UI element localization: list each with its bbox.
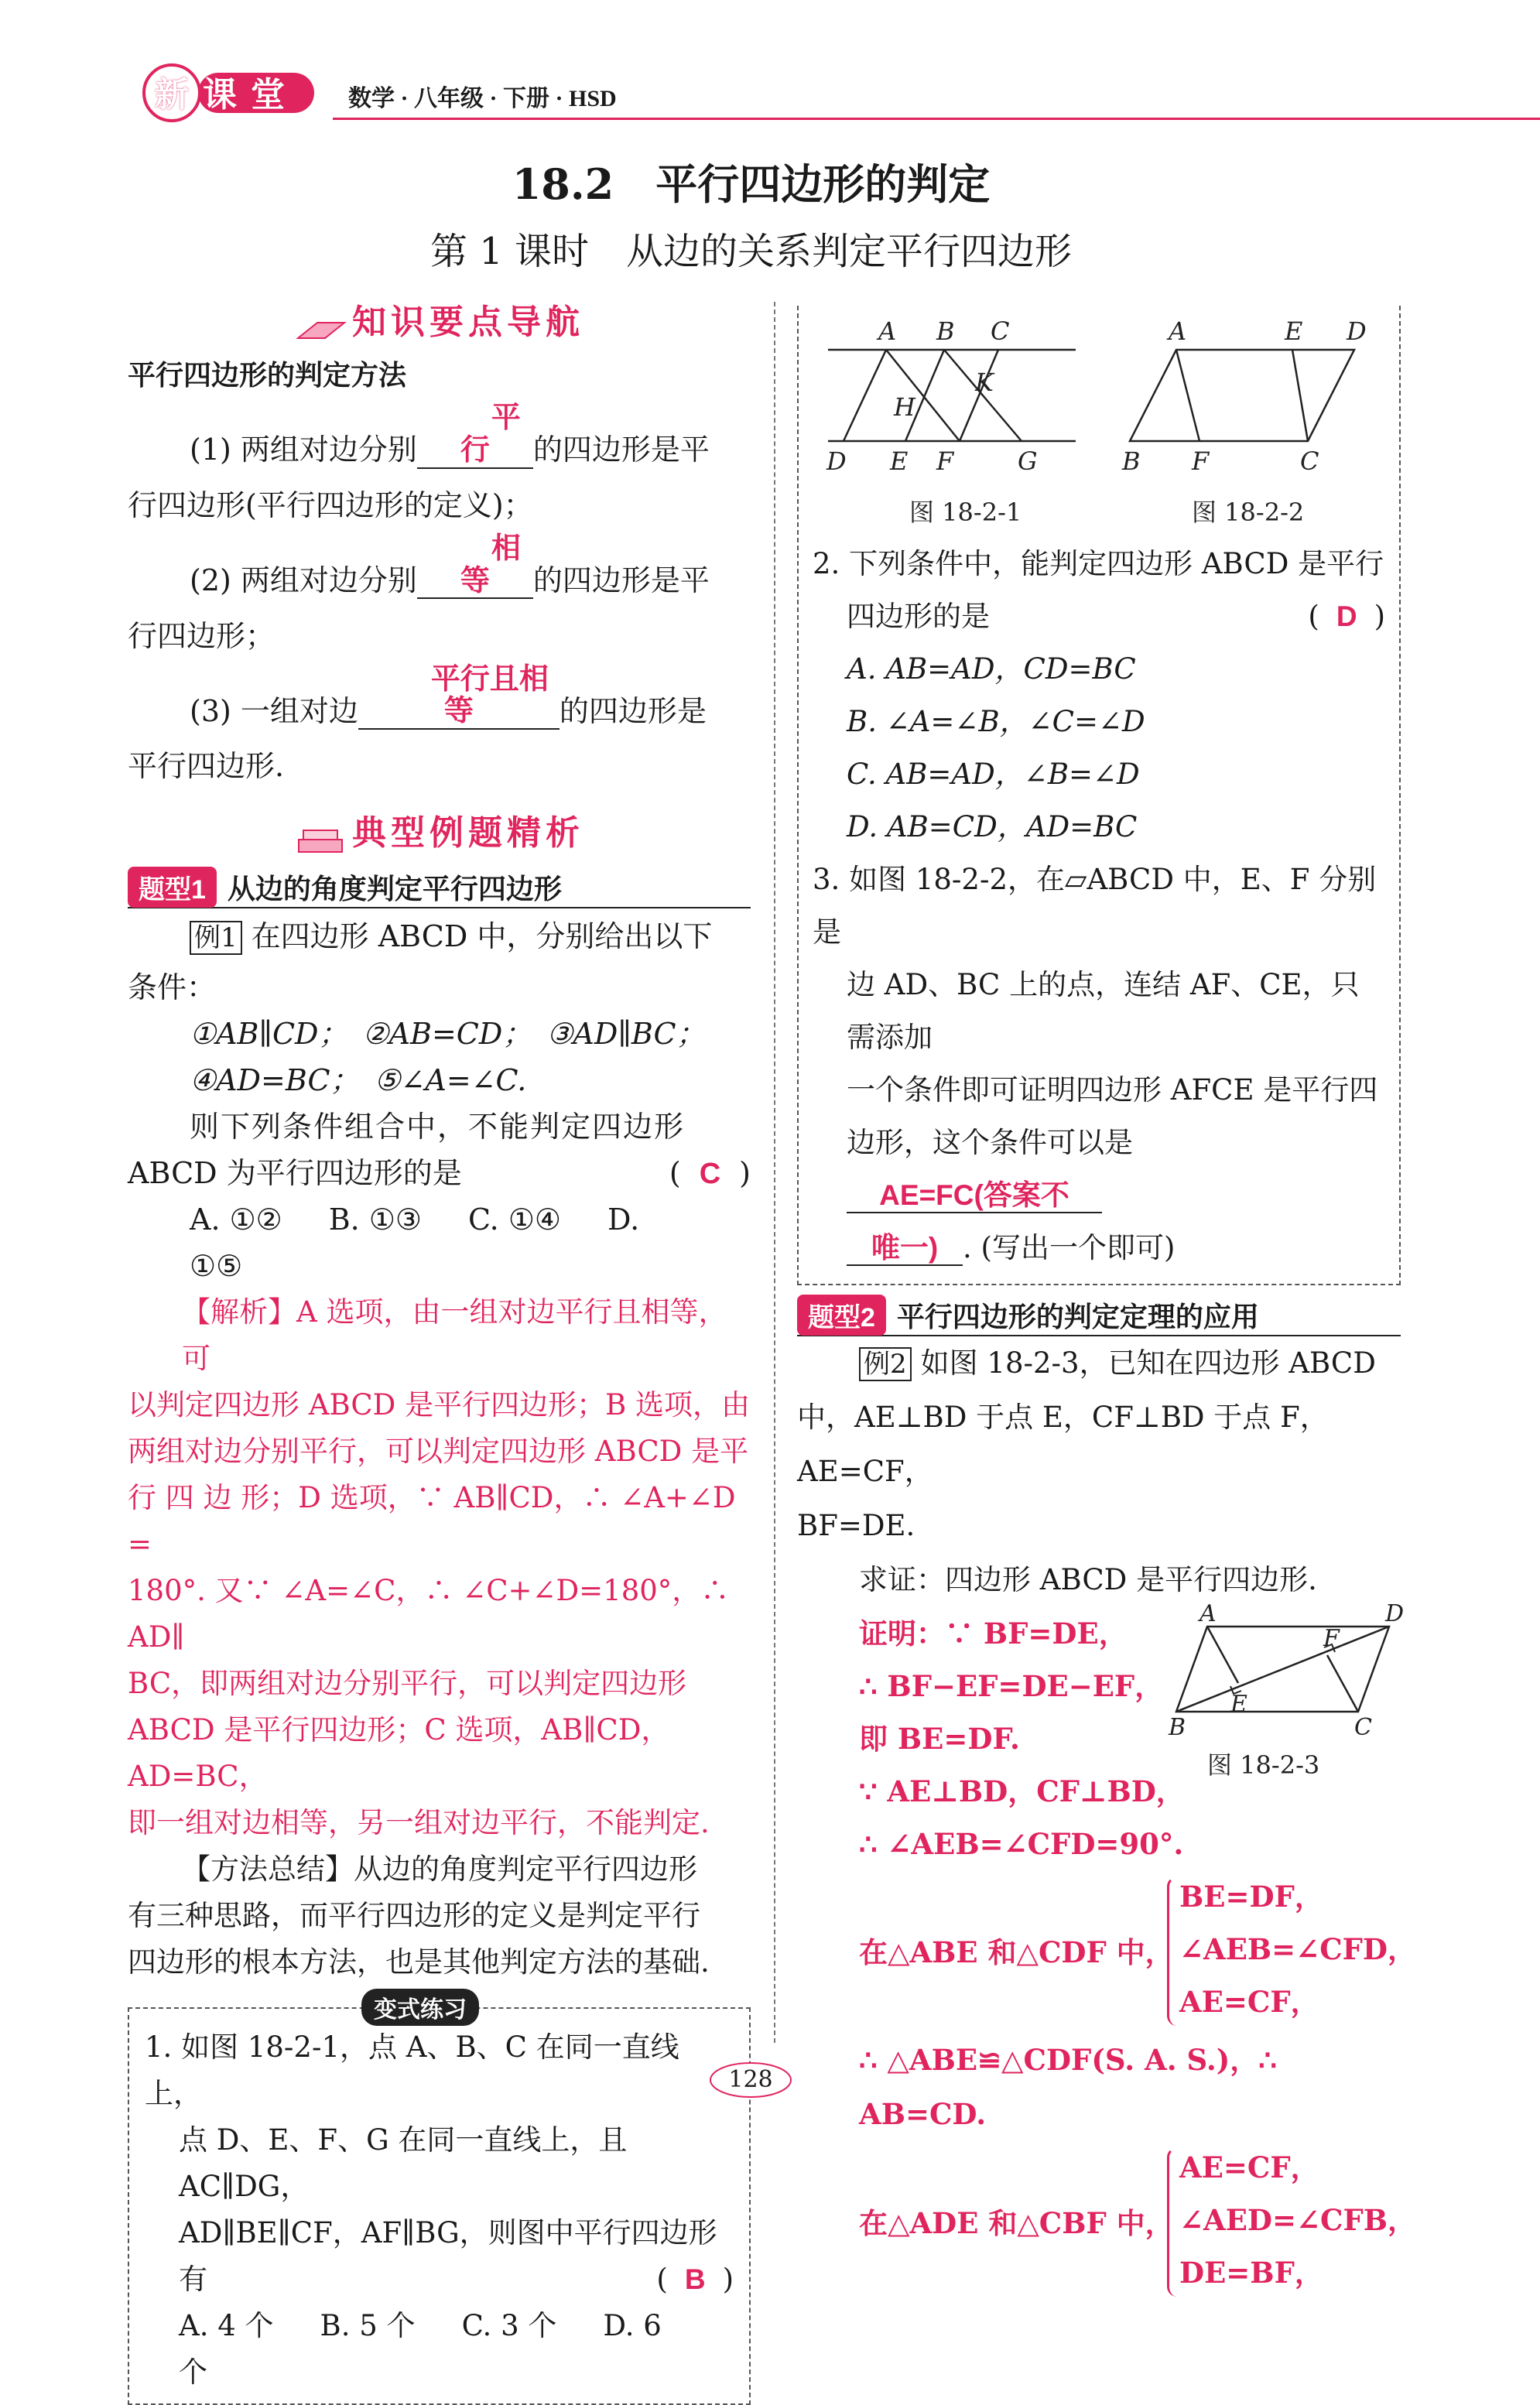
fig3-label-A: A [1199, 1600, 1217, 1627]
knowledge-item-2-cont: 行四边形； [128, 618, 275, 653]
fig2-label-E: E [1285, 316, 1303, 346]
fig2-label-A: A [1169, 316, 1187, 346]
knowledge-heading: 知识要点导航 [128, 294, 751, 348]
answer-blank-2: 相等 [417, 533, 533, 600]
system-2: 在△ADE 和△CBF 中， AE=CF， ∠AED=∠CFB， DE=BF， [797, 2141, 1401, 2304]
type2-header: 题型2 平行四边形的判定定理的应用 [797, 1295, 1401, 1336]
answer-blank-1: 平行 [417, 402, 533, 469]
q1-answer: B [684, 2263, 706, 2296]
fig3-caption: 图 18-2-3 [1207, 1750, 1320, 1780]
type1-header: 题型1 从边的角度判定平行四边形 [128, 867, 751, 908]
fig1-label-K: K [975, 368, 994, 397]
conclusion-1: ∴ △ABE≌△CDF(S. A. S.)，∴ AB=CD. [859, 2043, 1277, 2131]
header-rule [333, 118, 1540, 120]
book-icon [294, 315, 348, 346]
logo-text: 新课堂 [155, 76, 299, 114]
figure-18-2-3 [1169, 1600, 1405, 1785]
q3-answer-part1: AE=FC(答案不 [847, 1180, 1102, 1213]
fig2-label-C: C [1300, 446, 1319, 476]
column-divider [774, 302, 775, 2043]
fig3-label-F: F [1323, 1625, 1340, 1652]
brace-1 [1167, 1876, 1177, 2026]
fig2-label-D: D [1347, 316, 1367, 346]
fig3-label-C: C [1354, 1714, 1372, 1741]
practice-q3: 3. 如图 18-2-2，在▱ABCD 中，E、F 分别是 边 AD、BC 上的点，连结 AF、CE，只需添加 一个条件即可证明四边形 AFCE 是平行四 边形，这个条件可以是AE=FC(答案不 唯一) . (写出一个即可) [813, 863, 1378, 1264]
logo [124, 62, 325, 124]
fig2-caption: 图 18-2-2 [1192, 498, 1305, 527]
fig1-label-G: G [1018, 446, 1038, 476]
fig1-label-A: A [878, 316, 897, 346]
knowledge-item-1-cont: 行四边形(平行四边形的定义)； [128, 488, 533, 522]
book-info: 数学 · 八年级 · 下册 · HSD [348, 86, 617, 111]
right-column [797, 306, 1416, 2290]
fig1-label-F: F [936, 446, 954, 476]
knowledge-item-3-cont: 平行四边形. [128, 749, 285, 784]
figures-row [813, 313, 1385, 538]
q3-answer-part2: 唯一) [847, 1233, 963, 1266]
fig2-label-F: F [1192, 446, 1210, 476]
knowledge-item-3: (3) 一组对边平行且相等 的四边形是 [128, 664, 751, 739]
method-summary: 【方法总结】从边的角度判定平行四边形 有三种思路，而平行四边形的定义是判定平行 四边形的根本方法，也是其他判定方法的基础. [128, 1852, 710, 1979]
example1-stem: 例1 在四边形 ABCD 中，分别给出以下 [128, 908, 751, 964]
brace-2 [1167, 2147, 1177, 2297]
system-1: 在△ABE 和△CDF 中， BE=DF， ∠AEB=∠CFD， AE=CF， [797, 1870, 1401, 2033]
left-column: 知识要点导航 平行四边形的判定方法 (1) 两组对边分别平行 的四边形是平 行四边形(平行四边形的定义)； (2) 两组对边分别相等 的四边形是平 行四边形； (3) 一组对边平行且相等 的四边形是 平行四边形. 典型例题精析 题型1 从边的角度判定平行四边形 例1 在四边形 ABCD 中，分别给出以下 条件： ①AB∥CD； ②AB=CD； ③AD∥BC； ④AD=BC； ⑤∠A=∠C. 则下列条件组合中，不能判定四边形 ABCD 为平行四边形的是 ( C ) A. ①② B. ①③ C. ①④ D. ①⑤ 【解析】A 选项，由一组对边平行且相等，可 以判定四边形 ABCD 是平行四边形；B 选项，由 两组对边分别平行，可以判定四边形 ABCD 是平 行 四 边 形；D 选项，∵ AB∥CD，∴ ∠A+∠D = 180°. 又∵ ∠A=∠C，∴ ∠C+∠D=180°，∴ AD∥ BC，即两组对边分别平行，可以判定四边形 ABCD 是平行四边形；C 选项，AB∥CD，AD=BC， 即一组对边相等，另一组对边平行，不能判定. 【方法总结】从边的角度判定平行四边形 有三种思路，而平行四边形的定义是判定平行 四边形的根本方法，也是其他判定方法的基础. 变式练习 1. 如图 18-2-1，点 A、B、C 在同一直线上， 点 D、E、F、G 在同一直线上，且 AC∥DG， AD∥BE∥CF，AF∥BG，则图中平行四边形 有 ( B ) A. 4 个 B. 5 个 C. 3 个 D. 6 个 [128, 294, 751, 2405]
header [124, 62, 1424, 132]
fig2-lines [1130, 350, 1354, 441]
q1-options: A. 4 个 B. 5 个 C. 3 个 D. 6 个 [179, 2309, 662, 2390]
fig1-label-E: E [890, 446, 909, 476]
example1-options: A. ①② B. ①③ C. ①④ D. ①⑤ [190, 1202, 640, 1284]
fig3-label-B: B [1169, 1714, 1186, 1741]
page-number: 128 [704, 2058, 797, 2102]
example1-answer: C [699, 1158, 721, 1191]
proof-area [797, 1600, 1416, 2290]
example1-analysis: 【解析】A 选项，由一组对边平行且相等，可 以判定四边形 ABCD 是平行四边形；B 选项，由 两组对边分别平行，可以判定四边形 ABCD 是平 行 四 边 形；D 选项，∵ AB∥CD，∴ ∠A+∠D = 180°. 又∵ ∠A=∠C，∴ ∠C+∠D=180°，∴ AD∥ BC，即两组对边分别平行，可以判定四边形 ABCD 是平行四边形；C 选项，AB∥CD，AD=BC， 即一组对边相等，另一组对边平行，不能判定. [128, 1295, 751, 1840]
fig3-label-E: E [1230, 1691, 1247, 1718]
practice-box-left [128, 1997, 751, 2405]
proof-lines: 证明：∵ BF=DE， ∴ BF−EF=DE−EF， 即 BE=DF. ∵ AE⊥BD，CF⊥BD， ∴ ∠AEB=∠CFD=90°. [859, 1616, 1185, 1861]
example1-label: 例1 [190, 921, 242, 955]
fig1-label-D: D [826, 446, 847, 476]
fig1-label-C: C [991, 316, 1010, 346]
example1-question: ABCD 为平行四边形的是 ( C ) [128, 1156, 751, 1191]
fig1-lines [828, 350, 1076, 441]
books-icon [294, 826, 348, 857]
knowledge-subheading: 平行四边形的判定方法 [128, 359, 407, 391]
examples-heading: 典型例题精析 [128, 805, 751, 867]
example2-stem: 例2 如图 18-2-3，已知在四边形 ABCD 中，AE⊥BD 于点 E，CF⊥BD 于点 F，AE=CF， BF=DE. 求证：四边形 ABCD 是平行四边形. [797, 1346, 1376, 1596]
answer-blank-3: 平行且相等 [358, 664, 560, 730]
practice-q1: 1. 如图 18-2-1，点 A、B、C 在同一直线上， 点 D、E、F、G 在同一直线上，且 AC∥DG， AD∥BE∥CF，AF∥BG，则图中平行四边形 有 ( B ) A. 4 个 B. 5 个 C. 3 个 D. 6 个 [145, 2024, 734, 2396]
fig1-label-B: B [936, 316, 955, 346]
fig1-caption: 图 18-2-1 [909, 498, 1022, 527]
example2-label: 例2 [859, 1347, 912, 1381]
section-title: 18.2 平行四边形的判定 [512, 159, 991, 209]
fig1-label-H: H [894, 392, 915, 422]
knowledge-item-2: (2) 两组对边分别相等 的四边形是平 [128, 533, 751, 608]
lesson-title: 第 1 课时 从边的关系判定平行四边形 [429, 230, 1073, 273]
figure-18-2-1-and-18-2-2 [813, 313, 1385, 538]
practice-box-right [797, 306, 1401, 1285]
practice-label: 变式练习 [361, 1989, 479, 2026]
fig3-label-D: D [1385, 1600, 1405, 1627]
q2-answer: D [1336, 600, 1357, 632]
practice-q2: 2. 下列条件中，能判定四边形 ABCD 是平行 四边形的是 ( D ) A. AB=AD，CD=BC B. ∠A=∠B，∠C=∠D C. AB=AD，∠B=∠D D. AB=CD，AD=BC [813, 547, 1385, 843]
knowledge-item-1: (1) 两组对边分别平行 的四边形是平 [128, 402, 751, 477]
fig2-label-B: B [1122, 446, 1141, 476]
